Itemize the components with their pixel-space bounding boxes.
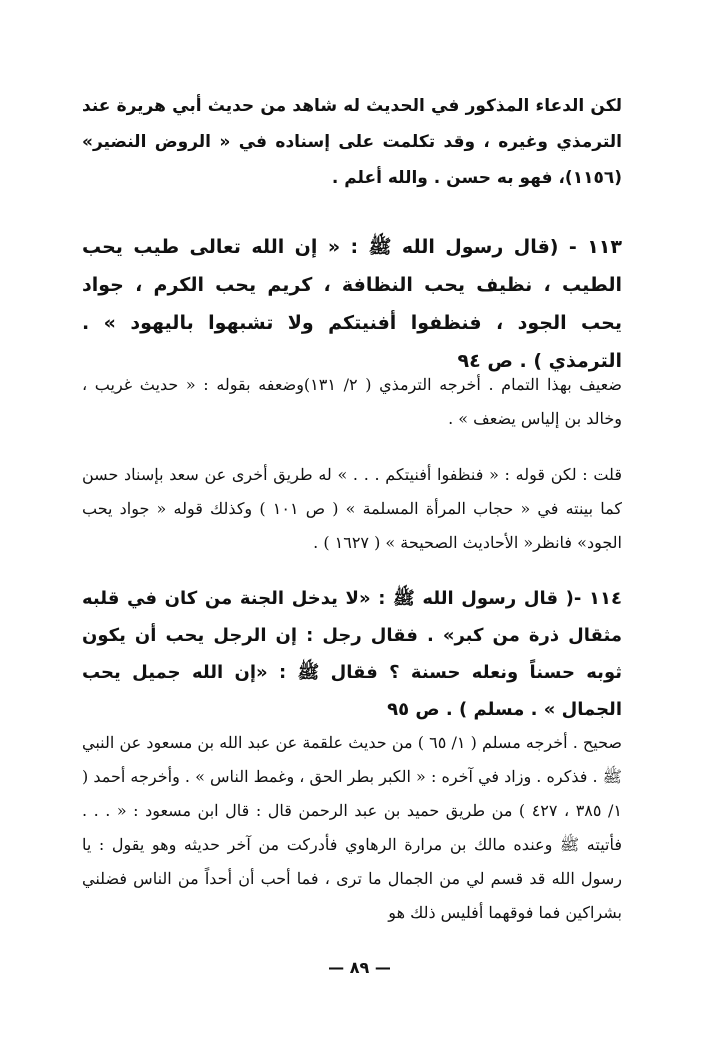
comment-113-grading-text: ضعيف بهذا التمام . أخرجه الترمذي ( ٢/ ١٣١)وضعفه بقوله : « حديث غريب ، وخالد بن إلياس يضعف » . <box>82 375 622 428</box>
hadith-114 <box>82 580 622 728</box>
comment-113-note <box>82 458 622 560</box>
page-number: — ٨٩ — <box>328 958 391 977</box>
intro-text: لكن الدعاء المذكور في الحديث له شاهد من حديث أبي هريرة عند الترمذي وغيره ، وقد تكلمت على إسناده في « الروض النضير» (١١٥٦)، فهو به حسن . والله أعلم . <box>82 96 622 188</box>
comment-114 <box>82 726 622 930</box>
comment-114-text: صحيح . أخرجه مسلم ( ١/ ٦٥ ) من حديث علقمة عن عبد الله بن مسعود عن النبي ﷺ . فذكره . وزاد في آخره : « الكبر بطر الحق ، وغمط الناس » . وأخرجه أحمد ( ١/ ٣٨٥ ، ٤٢٧ ) من طريق حميد بن عبد الرحمن قال : قال ابن مسعود : « . . . فأتيته ﷺ وعنده مالك بن مرارة الرهاوي فأدركت من آخر حديثه وهو يقول : يا رسول الله قد قسم لي من الجمال ما ترى ، فما أحب أن أحداً من الناس فضلني بشراكين فما فوقهما أفليس ذلك هو <box>82 733 622 922</box>
comment-113-grading <box>82 368 622 436</box>
intro-paragraph <box>82 88 622 196</box>
comment-113-note-text: قلت : لكن قوله : « فنظفوا أفنيتكم . . . » له طريق أخرى عن سعد بإسناد حسن كما بينته في « حجاب المرأة المسلمة » ( ص ١٠١ ) وكذلك قوله « جواد يحب الجود» فانظر« الأحاديث الصحيحة » ( ١٦٢٧ ) . <box>82 465 622 552</box>
hadith-113-text: ١١٣ - (قال رسول الله ﷺ : « إن الله تعالى طيب يحب الطيب ، نظيف يحب النظافة ، كريم يحب الكرم ، جواد يحب الجود ، فنظفوا أفنيتكم ولا تشبهوا باليهود » . الترمذي ) . ص ٩٤ <box>82 236 622 372</box>
hadith-113 <box>82 228 622 380</box>
hadith-114-text: ١١٤ -( قال رسول الله ﷺ : «لا يدخل الجنة من كان في قلبه مثقال ذرة من كبر» . فقال رجل : إن الرجل يحب أن يكون ثوبه حسناً ونعله حسنة ؟ فقال ﷺ : «إن الله جميل يحب الجمال » . مسلم ) . ص ٩٥ <box>82 588 622 720</box>
